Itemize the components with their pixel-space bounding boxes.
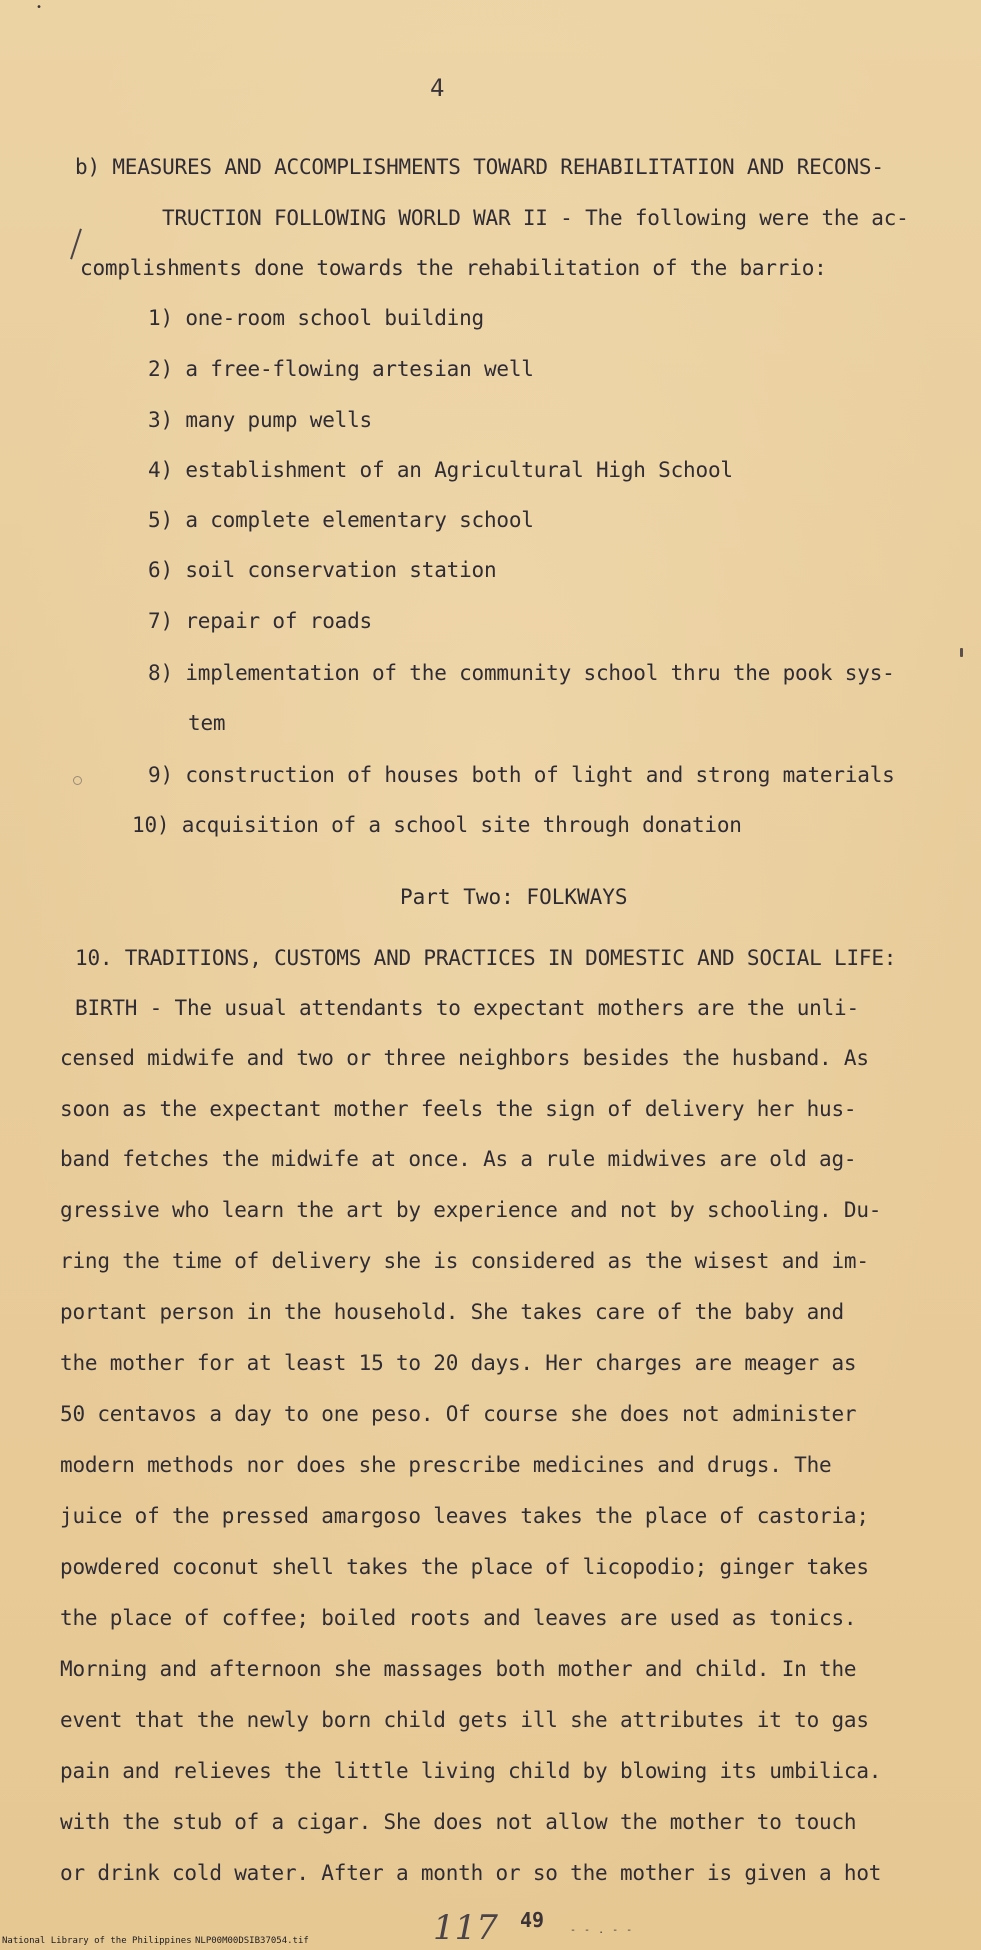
part-two-heading: Part Two: FOLKWAYS — [400, 885, 628, 909]
paragraph-line: event that the newly born child gets ill she attributes it to gas — [60, 1708, 869, 1732]
list-item: 9) construction of houses both of light and strong materials — [148, 763, 895, 787]
paragraph-line: ring the time of delivery she is considered as the wisest and im- — [60, 1249, 869, 1273]
list-item: 4) establishment of an Agricultural High School — [148, 458, 733, 482]
paragraph-line: Morning and afternoon she massages both mother and child. In the — [60, 1657, 857, 1681]
paragraph-line: censed midwife and two or three neighbors besides the husband. As — [60, 1046, 869, 1070]
paragraph-line: pain and relieves the little living child by blowing its umbilica. — [60, 1759, 882, 1783]
paragraph-line: band fetches the midwife at once. As a rule midwives are old ag- — [60, 1147, 857, 1171]
corner-mark: • — [36, 2, 43, 13]
footer-dashes: - - . - - — [570, 1925, 634, 1936]
page-number: 4 — [430, 74, 445, 102]
paragraph-line: portant person in the household. She takes care of the baby and — [60, 1300, 844, 1324]
handwritten-page-number: 117 — [433, 1908, 498, 1948]
paragraph-line: with the stub of a cigar. She does not allow the mother to touch — [60, 1810, 857, 1834]
paragraph-line: or drink cold water. After a month or so the mother is given a hot — [60, 1861, 882, 1885]
stamp-number: 49 — [520, 1908, 545, 1932]
handwritten-slash-mark — [70, 228, 82, 259]
file-id: NLP00M00DSIB37054.tif — [195, 1936, 309, 1946]
list-item: 2) a free-flowing artesian well — [148, 357, 534, 381]
paragraph-line: gressive who learn the art by experience and not by schooling. Du- — [60, 1198, 882, 1222]
paragraph-line: modern methods nor does she prescribe medicines and drugs. The — [60, 1453, 832, 1477]
paragraph-line: BIRTH - The usual attendants to expectant mothers are the unli- — [75, 996, 859, 1020]
section-b-heading: b) MEASURES AND ACCOMPLISHMENTS TOWARD REHABILITATION AND RECONS- — [75, 155, 884, 179]
section-b-line: TRUCTION FOLLOWING WORLD WAR II - The following were the ac- — [162, 206, 909, 230]
paragraph-line: the place of coffee; boiled roots and leaves are used as tonics. — [60, 1606, 857, 1630]
list-item-continuation: tem — [188, 711, 226, 735]
paragraph-line: juice of the pressed amargoso leaves takes the place of castoria; — [60, 1504, 869, 1528]
paragraph-line: the mother for at least 15 to 20 days. Her charges are meager as — [60, 1351, 857, 1375]
list-item: 5) a complete elementary school — [148, 508, 534, 532]
list-item: 10) acquisition of a school site through donation — [132, 813, 742, 837]
list-item: 7) repair of roads — [148, 609, 372, 633]
paragraph-line: powdered coconut shell takes the place of licopodio; ginger takes — [60, 1555, 869, 1579]
paragraph-line: 50 centavos a day to one peso. Of course she does not administer — [60, 1402, 857, 1426]
paragraph-line: soon as the expectant mother feels the sign of delivery her hus- — [60, 1097, 857, 1121]
library-credit: National Library of the Philippines — [2, 1936, 192, 1946]
list-item: 8) implementation of the community school thru the pook sys- — [148, 661, 895, 685]
margin-mark — [960, 648, 963, 657]
section-10-heading: 10. TRADITIONS, CUSTOMS AND PRACTICES IN DOMESTIC AND SOCIAL LIFE: — [75, 946, 897, 970]
section-b-line: complishments done towards the rehabilitation of the barrio: — [80, 256, 827, 280]
list-item: 3) many pump wells — [148, 408, 372, 432]
list-item: 1) one-room school building — [148, 306, 484, 330]
margin-smudge — [73, 776, 82, 785]
list-item: 6) soil conservation station — [148, 558, 497, 582]
